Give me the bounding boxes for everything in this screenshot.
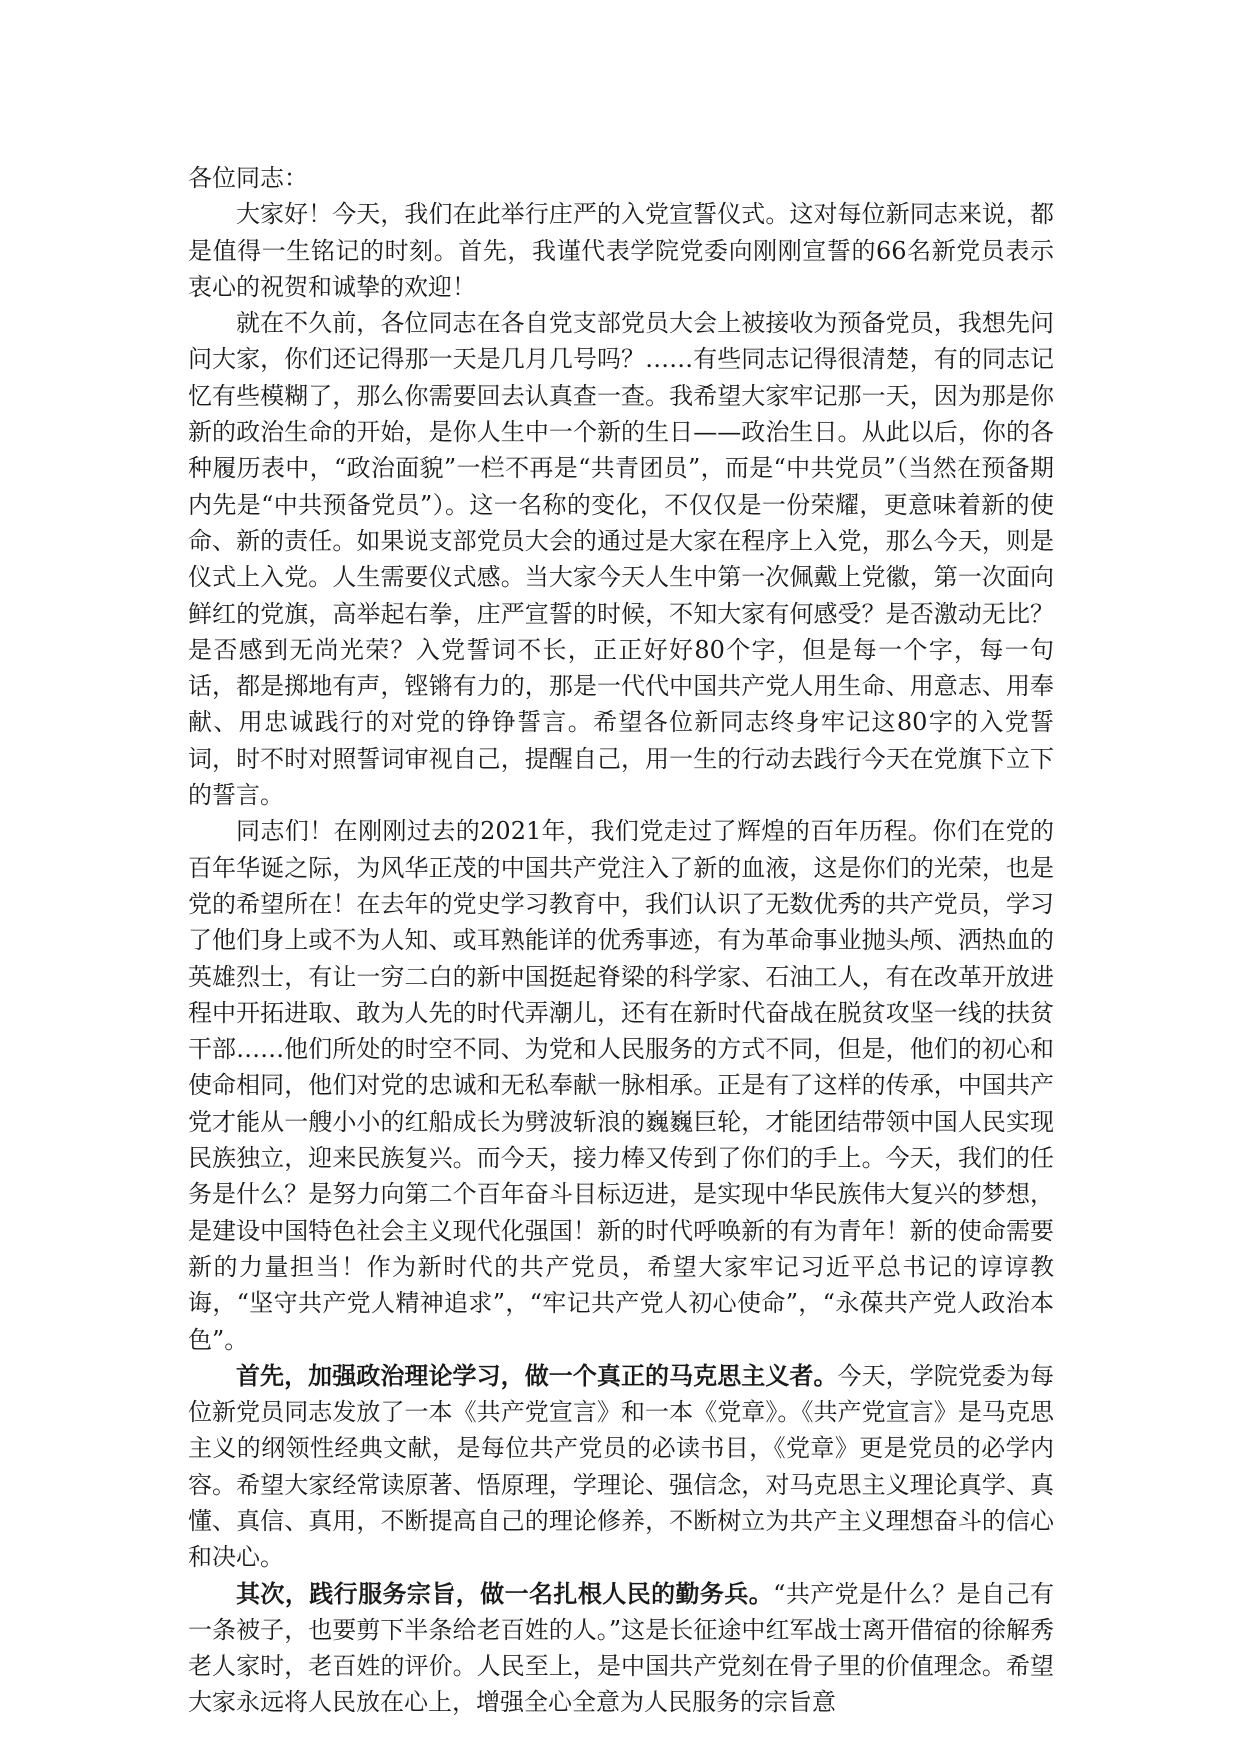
paragraph-text: 就在不久前，各位同志在各自党支部党员大会上被接收为预备党员，我想先问问大家，你们还记得那一天是几月几号吗？……有些同志记得很清楚，有的同志记忆有些模糊了，那么你需要回去认真查一查。我希望大家牢记那一天，因为那是你新的政治生命的开始，是你人生中一个新的生日——政治生日。从此以后，你的各种履历表中，“政治面貌”一栏不再是“共青团员”，而是“中共党员”（当然在预备期内先是“中共预备党员”）。这一名称的变化，不仅仅是一份荣耀，更意味着新的使命、新的责任。如果说支部党员大会的通过是大家在程序上入党，那么今天，则是仪式上入党。人生需要仪式感。当大家今天人生中第一次佩戴上党徽，第一次面向鲜红的党旗，高举起右拳，庄严宣誓的时候，不知大家有何感受？是否激动无比？是否感到无尚光荣？入党誓词不长，正正好好80个字，但是每一个字，每一句话，都是掷地有声，铿锵有力的，那是一代代中国共产党人用生命、用意志、用奉献、用忠诚践行的对党的铮铮誓言。希望各位新同志终身牢记这80字的入党誓词，时不时对照誓词审视自己，提醒自己，用一生的行动去践行今天在党旗下立下的誓言。 [188, 309, 1054, 810]
paragraph-political-birthday [188, 305, 1054, 813]
paragraph-text: “共产党是什么？是自己有一条被子，也要剪下半条给老百姓的人。”这是长征途中红军战士离开借宿的徐解秀老人家时，老百姓的评价。人民至上，是中国共产党刻在骨子里的价值理念。希望大家永远将人民放在心上，增强全心全意为人民服务的宗旨意 [188, 1579, 1054, 1717]
salutation: 各位同志： [188, 164, 308, 192]
paragraph-lead-heading: 其次，践行服务宗旨，做一名扎根人民的勤务兵。 [236, 1578, 774, 1608]
paragraph-opening [188, 196, 1054, 305]
paragraph-theory-study [188, 1358, 1054, 1576]
paragraph-text: 今天，学院党委为每位新党员同志发放了一本《共产党宣言》和一本《党章》。《共产党宣言》是马克思主义的纲领性经典文献，是每位共产党员的必读书目，《党章》更是党员的必学内容。希望大家经常读原著、悟原理，学理论、强信念，对马克思主义理论真学、真懂、真信、真用，不断提高自己的理论修养，不断树立为共产主义理想奋斗的信心和决心。 [188, 1361, 1055, 1572]
paragraph-text: 大家好！今天，我们在此举行庄严的入党宣誓仪式。这对每位新同志来说，都是值得一生铭记的时刻。首先，我谨代表学院党委向刚刚宣誓的66名新党员表示衷心的祝贺和诚挚的欢迎！ [188, 200, 1054, 301]
paragraph-serve-people [188, 1576, 1054, 1721]
paragraph-text: 同志们！在刚刚过去的2021年，我们党走过了辉煌的百年历程。你们在党的百年华诞之际，为风华正茂的中国共产党注入了新的血液，这是你们的光荣，也是党的希望所在！在去年的党史学习教育中，我们认识了无数优秀的共产党员，学习了他们身上或不为人知、或耳熟能详的优秀事迹，有为革命事业抛头颅、洒热血的英雄烈士，有让一穷二白的新中国挺起脊梁的科学家、石油工人，有在改革开放进程中开拓进取、敢为人先的时代弄潮儿，还有在新时代奋战在脱贫攻坚一线的扶贫干部……他们所处的时空不同、为党和人民服务的方式不同，但是，他们的初心和使命相同，他们对党的忠诚和无私奉献一脉相承。正是有了这样的传承，中国共产党才能从一艘小小的红船成长为劈波斩浪的巍巍巨轮，才能团结带领中国人民实现民族独立，迎来民族复兴。而今天，接力棒又传到了你们的手上。今天，我们的任务是什么？是努力向第二个百年奋斗目标迈进，是实现中华民族伟大复兴的梦想，是建设中国特色社会主义现代化强国！新的时代呼唤新的有为青年！新的使命需要新的力量担当！作为新时代的共产党员，希望大家牢记习近平总书记的谆谆教诲，“坚守共产党人精神追求”，“牢记共产党人初心使命”，“永葆共产党人政治本色”。 [188, 817, 1054, 1354]
document-page [188, 160, 1054, 1721]
paragraph-lead-heading: 首先，加强政治理论学习，做一个真正的马克思主义者。 [236, 1360, 838, 1390]
paragraph-centennial [188, 813, 1054, 1357]
